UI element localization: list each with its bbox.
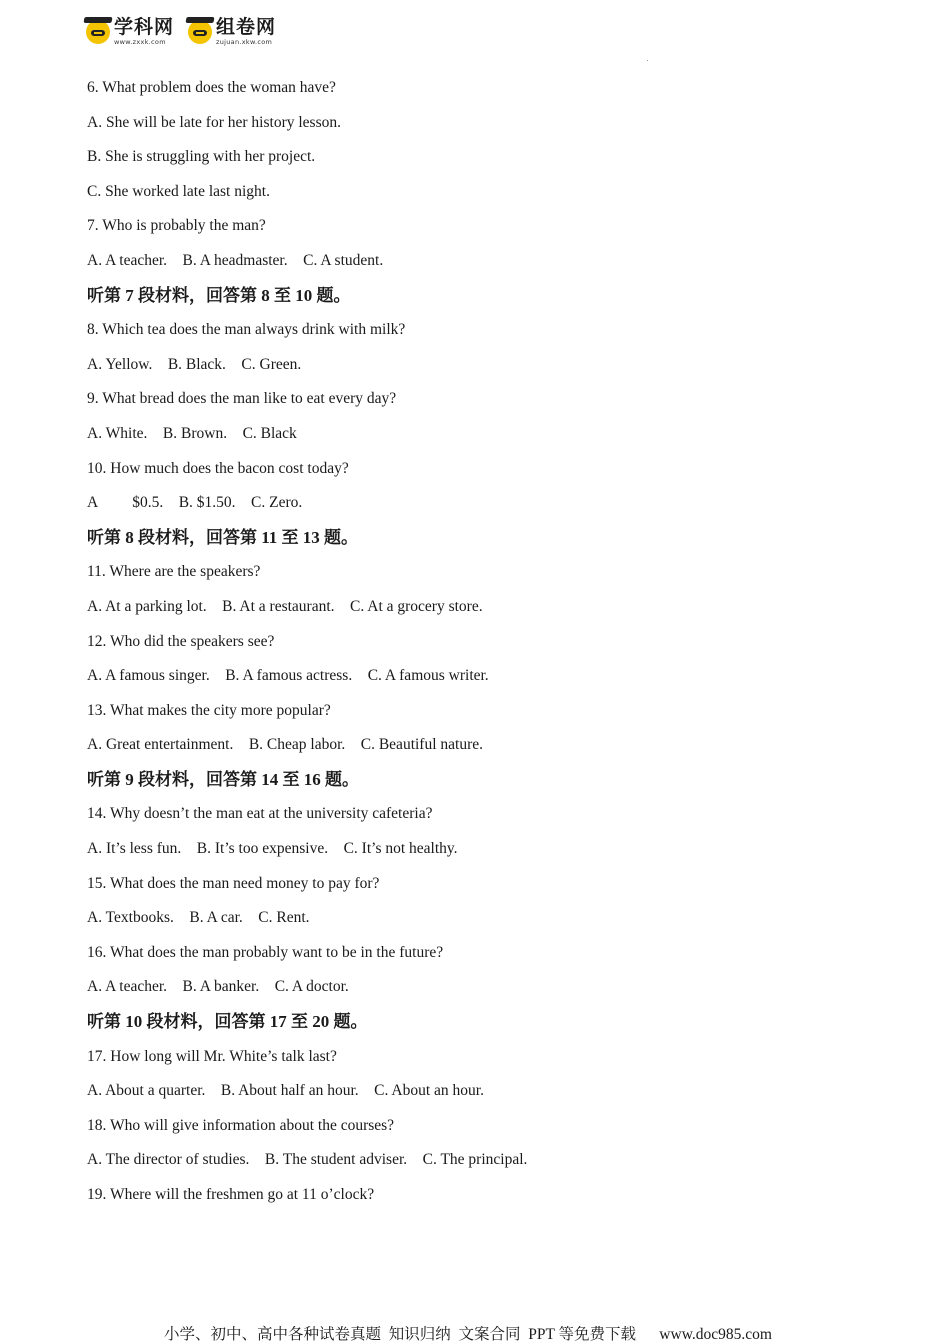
answer-options: A. A famous singer. B. A famous actress. C. A famous writer. bbox=[87, 667, 489, 685]
document-body bbox=[87, 78, 887, 1220]
question-text: 14. Why doesn’t the man eat at the university cafeteria? bbox=[87, 805, 433, 823]
zujuan-logo[interactable] bbox=[188, 18, 276, 46]
answer-options: A. About a quarter. B. About half an hour. C. About an hour. bbox=[87, 1082, 484, 1100]
section-heading: 听第 10 段材料，回答第 17 至 20 题。 bbox=[87, 1012, 368, 1032]
answer-options: A. At a parking lot. B. At a restaurant. C. At a grocery store. bbox=[87, 597, 483, 615]
answer-options: B. She is struggling with her project. bbox=[87, 148, 316, 166]
logo-url: www.zxxk.com bbox=[114, 38, 166, 47]
question-text: 13. What makes the city more popular? bbox=[87, 701, 331, 719]
answer-options: A. She will be late for her history lesson. bbox=[87, 113, 341, 131]
section-heading: 听第 8 段材料，回答第 11 至 13 题。 bbox=[87, 527, 359, 547]
question-text: 11. Where are the speakers? bbox=[87, 563, 261, 581]
answer-options: A. Great entertainment. B. Cheap labor. C. Beautiful nature. bbox=[87, 736, 483, 754]
question-text: 8. Which tea does the man always drink with milk? bbox=[87, 321, 406, 339]
answer-options: A. Textbooks. B. A car. C. Rent. bbox=[87, 909, 310, 927]
logo-title: 组卷网 bbox=[216, 16, 277, 39]
answer-options: C. She worked late last night. bbox=[87, 182, 270, 200]
question-text: 15. What does the man need money to pay for? bbox=[87, 874, 380, 892]
answer-options: A. A teacher. B. A banker. C. A doctor. bbox=[87, 978, 349, 996]
question-text: 18. Who will give information about the courses? bbox=[87, 1116, 395, 1134]
section-heading: 听第 7 段材料，回答第 8 至 10 题。 bbox=[87, 285, 351, 305]
answer-options: A. Yellow. B. Black. C. Green. bbox=[87, 355, 302, 373]
logo-url: zujuan.xkw.com bbox=[216, 38, 273, 47]
question-text: 12. Who did the speakers see? bbox=[87, 632, 275, 650]
page-header bbox=[86, 14, 276, 50]
question-text: 10. How much does the bacon cost today? bbox=[87, 459, 349, 477]
section-heading: 听第 9 段材料，回答第 14 至 16 题。 bbox=[87, 769, 359, 789]
answer-options: A $0.5. B. $1.50. C. Zero. bbox=[87, 494, 303, 512]
answer-options: A. It’s less fun. B. It’s too expensive. C. It’s not healthy. bbox=[87, 840, 458, 858]
question-text: 19. Where will the freshmen go at 11 o’clock? bbox=[87, 1186, 375, 1203]
answer-options: A. A teacher. B. A headmaster. C. A student. bbox=[87, 251, 384, 269]
mascot-icon bbox=[86, 20, 110, 44]
mascot-icon bbox=[188, 20, 212, 44]
question-text: 17. How long will Mr. White’s talk last? bbox=[87, 1047, 337, 1065]
question-text: 16. What does the man probably want to be in the future? bbox=[87, 943, 444, 961]
question-text: 7. Who is probably the man? bbox=[87, 217, 266, 235]
decorative-dot bbox=[647, 60, 648, 61]
question-text: 6. What problem does the woman have? bbox=[87, 79, 336, 96]
xueke-logo[interactable] bbox=[86, 18, 174, 46]
logo-title: 学科网 bbox=[114, 16, 175, 39]
answer-options: A. The director of studies. B. The student adviser. C. The principal. bbox=[87, 1151, 528, 1169]
answer-options: A. White. B. Brown. C. Black bbox=[87, 424, 297, 442]
question-text: 9. What bread does the man like to eat every day? bbox=[87, 390, 397, 408]
page-footer: 小学、初中、高中各种试卷真题 知识归纳 文案合同 PPT 等免费下载 www.doc985.com bbox=[164, 1326, 772, 1343]
